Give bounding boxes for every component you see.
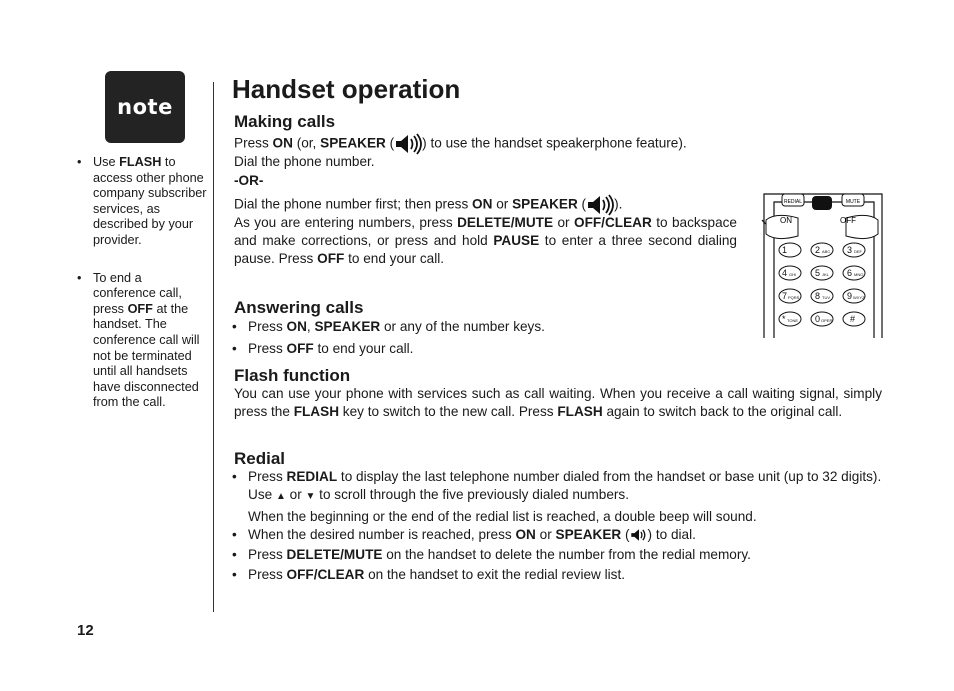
key-7: 7	[782, 291, 788, 301]
key-9-letters: WXYZ	[853, 295, 865, 300]
redial-note: When the beginning or the end of the redial list is reached, a double beep will sound.	[248, 509, 757, 524]
text: at the handset. The conference call will not be terminated until all handsets have disconnected from the call.	[93, 301, 200, 410]
making-calls-line4: As you are entering numbers, press DELETE/MUTE or OFF/CLEAR to backspace and make corrections, or press and hold PAUSE to enter a three second dialing pause. Press OFF to end your call.	[234, 215, 737, 266]
key-name: FLASH	[119, 155, 162, 169]
text: To end a conference call, press	[93, 270, 182, 316]
note-badge	[105, 71, 185, 143]
redial-key-label: REDIAL	[783, 199, 803, 205]
redial-heading: Redial	[234, 449, 286, 468]
key-hash: #	[850, 314, 856, 324]
redial-bullet-2: • When the desired number is reached, press ON or SPEAKER ( ) to dial.	[232, 526, 696, 544]
handset-illustration	[760, 190, 884, 338]
answering-calls-heading: Answering calls	[234, 298, 364, 317]
key-8-letters: TUV	[822, 295, 830, 300]
making-calls-line3: Dial the phone number first; then press ON or SPEAKER ( ).	[234, 194, 622, 216]
key-3: 3	[847, 245, 853, 255]
speaker-icon	[630, 527, 648, 543]
key-2-letters: ABC	[822, 249, 831, 254]
key-1: 1	[782, 245, 788, 255]
key-4-letters: GHI	[789, 272, 797, 277]
making-calls-line2: Dial the phone number.	[234, 154, 375, 169]
answering-bullet-2: • Press OFF to end your call.	[232, 340, 413, 358]
key-8: 8	[815, 291, 821, 301]
key-7-letters: PQRS	[788, 295, 800, 300]
key-6: 6	[847, 268, 853, 278]
mute-key-label: MUTE	[845, 199, 861, 205]
key-6-letters: MNO	[854, 272, 864, 277]
sidebar-note-conference	[77, 271, 207, 411]
page-number: 12	[77, 622, 94, 639]
key-0-letters: OPER	[821, 318, 833, 323]
on-key-label: ON	[780, 216, 792, 225]
flash-function-text: You can use your phone with services such as call waiting. When you receive a call waiting signal, simply press the FLASH key to switch to the new call. Press FLASH again to switch back to the original call.	[234, 386, 882, 419]
speaker-icon	[394, 133, 422, 155]
making-calls-heading: Making calls	[234, 112, 336, 131]
key-star-letters: TONE	[787, 318, 799, 323]
key-name: OFF	[127, 301, 153, 316]
sidebar-notes	[77, 155, 207, 411]
page-title: Handset operation	[232, 74, 461, 104]
key-3-letters: DEF	[854, 249, 862, 254]
down-arrow-icon: ▼	[305, 491, 316, 502]
speaker-icon	[586, 194, 614, 216]
note-label: note	[117, 95, 173, 119]
redial-bullet-1: • Press REDIAL to display the last telephone number dialed from the handset or base unit (up to 32 digits). Use ▲ or ▼ to scroll through the five previously dialed numbers. When the beginning or the end of the redial list is reached, a double beep will sound.	[232, 468, 882, 526]
key-9: 9	[847, 291, 853, 301]
key-star: *	[782, 314, 786, 324]
sidebar-note-flash	[77, 155, 207, 249]
key-4: 4	[782, 268, 788, 278]
off-key-label: OFF	[840, 216, 856, 225]
key-5-letters: JKL	[822, 272, 829, 277]
text: to access other phone company subscriber services, as described by your provider.	[93, 155, 207, 247]
flash-function-heading: Flash function	[234, 366, 351, 385]
redial-bullet-3: • Press DELETE/MUTE on the handset to delete the number from the redial memory.	[232, 546, 751, 564]
making-calls-line1: Press ON (or, SPEAKER ( ) to use the handset speakerphone feature).	[234, 133, 687, 155]
column-divider	[213, 82, 214, 612]
up-arrow-icon: ▲	[275, 491, 286, 502]
key-2: 2	[815, 245, 821, 255]
or-separator: -OR-	[234, 173, 264, 188]
answering-bullet-1: • Press ON, SPEAKER or any of the number keys.	[232, 318, 545, 336]
key-0: 0	[815, 314, 821, 324]
key-5: 5	[815, 268, 821, 278]
redial-bullet-4: • Press OFF/CLEAR on the handset to exit the redial review list.	[232, 566, 625, 584]
text: Use	[93, 155, 120, 169]
